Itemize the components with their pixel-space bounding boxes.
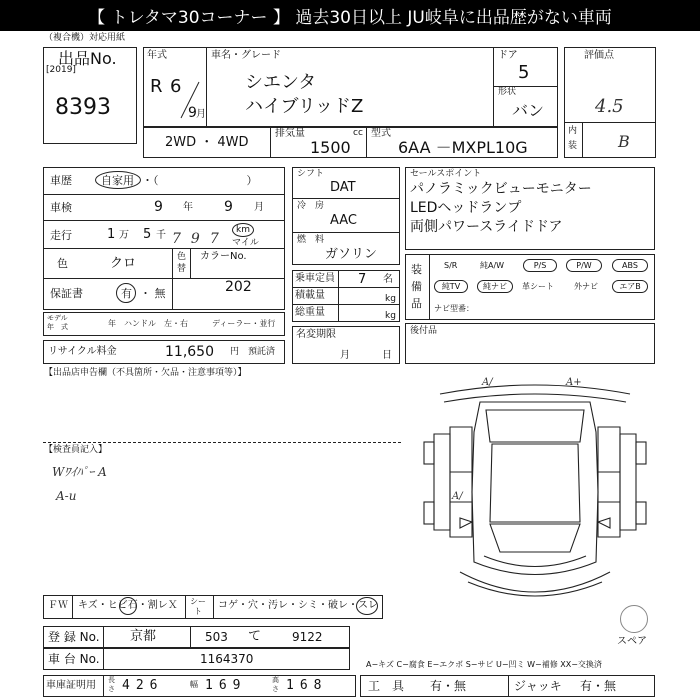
diagram-mark-left-door: A/ — [452, 491, 463, 502]
tools-label: 工 具 — [368, 679, 405, 693]
reg-kana: て — [248, 629, 262, 644]
shift: DAT — [330, 180, 356, 195]
displacement: 1500 — [310, 138, 351, 157]
interior-grade: B — [618, 132, 630, 151]
doors: 5 — [518, 62, 530, 83]
capacity: 7 — [358, 272, 367, 287]
mileage-rest: 5 — [143, 227, 152, 242]
jack-label: ジャッキ — [514, 679, 562, 693]
interior-label-1: 内 — [568, 126, 578, 136]
color-change-1: 色 — [177, 252, 187, 262]
name-change-label: 名変期限 — [296, 329, 336, 340]
shift-label: シフト — [297, 169, 325, 179]
equip-navi: 純ナビ — [477, 280, 513, 293]
equip-abs: ABS — [612, 259, 648, 272]
length: 426 — [122, 678, 164, 693]
model-type: 6AA －MXPL10G — [398, 138, 528, 157]
fuel-label: 燃 料 — [297, 235, 325, 245]
mileage-man: 1 — [107, 227, 116, 242]
cc: cc — [353, 128, 363, 138]
load-label: 積載量 — [295, 290, 325, 301]
seat-label-2: ト — [194, 607, 202, 616]
inspector-note-1: Wﾜｲﾊﾟｰ A — [52, 465, 107, 479]
inspector-label: 【検査員記入】 — [44, 445, 108, 455]
equip-pw: P/W — [566, 259, 602, 272]
recycle-amount: 11,650 — [165, 344, 214, 360]
recycle-label: リサイクル料金 — [48, 346, 117, 357]
insp-year: 9 — [154, 199, 163, 215]
car-name: シエンタ — [245, 72, 317, 93]
gross-kg: kg — [385, 311, 396, 321]
notes-label: 【出品店申告欄（不具箇所・欠品・注意事項等）】 — [44, 368, 247, 378]
equip-label-1: 装 — [411, 263, 422, 276]
damage-legend: A−キズ C−腐食 E−エクボ S−サビ U−凹ミ W−補修 XX−交換済 — [366, 660, 602, 669]
car-diagram — [410, 372, 660, 612]
lot-label: 出品No. — [58, 49, 117, 68]
seat-circle — [356, 597, 378, 615]
year-slash — [175, 80, 203, 120]
interior-label-2: 装 — [568, 141, 578, 151]
insp-month: 9 — [224, 199, 233, 215]
year-label: 年式 — [147, 50, 167, 61]
history-value: 自家用 — [101, 174, 134, 187]
load-kg: kg — [385, 294, 396, 304]
color-no-label: カラーNo. — [200, 251, 247, 262]
cert-label: 車庫証明用 — [46, 680, 96, 691]
equip-airbag: エアB — [612, 280, 648, 293]
diagram-mark-rear-right: A+ — [566, 377, 582, 388]
body-shape: バン — [512, 101, 545, 120]
stamp-year: [2019] — [46, 65, 76, 75]
dim-length-1: 長 — [108, 676, 115, 684]
equip-ext-navi: 外ナビ — [574, 282, 598, 291]
height: 168 — [286, 678, 328, 693]
sales-point-1: パノラミックビューモニター — [410, 181, 592, 197]
dim-length-2: さ — [108, 685, 115, 693]
sales-point-2: LEDヘッドランプ — [410, 200, 522, 216]
score-label: 評価点 — [584, 50, 614, 61]
equip-label-3: 品 — [411, 297, 422, 310]
sales-point-3: 両側パワースライドドア — [410, 219, 563, 235]
km: km — [236, 225, 250, 235]
score: 4.5 — [595, 96, 624, 117]
sales-label: セールスポイント — [410, 169, 482, 179]
ac: AAC — [330, 213, 357, 228]
model-year-1: モデル — [47, 314, 68, 322]
warranty-label: 保証書 — [50, 287, 83, 300]
type-label: 型式 — [371, 128, 391, 139]
year: 6 — [170, 76, 182, 97]
door-label: ドア — [498, 50, 518, 61]
equip-label-2: 備 — [411, 280, 422, 293]
capacity-label: 乗車定員 — [295, 273, 335, 284]
gross-label: 総重量 — [295, 307, 325, 318]
color-change-2: 替 — [177, 264, 187, 274]
year-unit: 年 — [183, 202, 193, 213]
chassis: 1164370 — [200, 652, 254, 666]
dim-height-1: 高 — [272, 676, 279, 684]
grade: ハイブリッドZ — [245, 96, 364, 117]
fuel: ガソリン — [325, 247, 378, 262]
era: R — [150, 76, 163, 97]
recycle-unit: 円 預託済 — [230, 347, 276, 357]
aftermarket-label: 後付品 — [410, 326, 438, 336]
equip-sr: S/R — [444, 261, 458, 270]
aftermarket-box — [405, 323, 655, 364]
color-label: 色 — [57, 257, 68, 270]
shape-label: 形状 — [498, 87, 517, 97]
navi-label: ナビ型番： — [434, 304, 474, 313]
name-change-day: 日 — [382, 350, 392, 361]
seat-label-1: シー — [190, 597, 206, 606]
ac-label: 冷 房 — [297, 201, 325, 211]
diagram-mark-rear-left: A/ — [482, 377, 493, 388]
reg-number: 9122 — [292, 630, 323, 644]
warranty-no: ・ 無 — [140, 287, 166, 300]
month: 9 — [188, 105, 197, 121]
spare-label: スペア — [617, 636, 647, 647]
equip-leather: 革シート — [522, 282, 554, 291]
multi-label: （複合機）対応用紙 — [44, 33, 126, 43]
capacity-unit: 名 — [383, 274, 393, 285]
chassis-label: 車 台 No. — [48, 652, 100, 666]
history-label: 車歴 — [50, 174, 72, 187]
dim-width: 幅 — [190, 680, 198, 689]
name-change-month: 月 — [340, 350, 350, 361]
equip-ps: P/S — [523, 259, 557, 272]
color-no: 202 — [225, 279, 252, 295]
model-year-unit: 年 — [108, 319, 116, 328]
seat-text: コゲ・穴・汚レ・シミ・破レ・スレ — [218, 600, 378, 611]
displacement-label: 排気量 — [275, 128, 305, 139]
reg-label: 登 録 No. — [48, 630, 100, 644]
model-year-2: 年 式 — [47, 323, 68, 331]
fw-label: ＦＷ — [48, 600, 68, 611]
tools-value: 有・無 — [430, 679, 467, 693]
drive: 2WD ・ 4WD — [165, 135, 249, 150]
color: クロ — [110, 256, 137, 271]
month-unit: 月 — [196, 109, 206, 120]
handle: ハンドル 左・右 — [124, 319, 188, 328]
mile: マイル — [232, 238, 259, 248]
width: 169 — [205, 678, 247, 693]
man-unit: 万 — [119, 230, 129, 241]
dim-height-2: さ — [272, 685, 279, 693]
mileage-digits: 797 — [172, 231, 229, 247]
warranty-yes: 有 — [121, 287, 132, 300]
mileage-label: 走行 — [50, 229, 72, 242]
spare-tire-icon — [620, 605, 648, 633]
banner: 【 トレタマ30コーナー 】 過去30日以上 JU岐阜に出品歴がない車両 — [0, 0, 700, 31]
inspection-label: 車検 — [50, 201, 72, 214]
fw-circle — [119, 597, 137, 615]
inspector-note-2: A-u — [56, 489, 77, 503]
equip-tv: 純TV — [434, 280, 468, 293]
sen-unit: 千 — [156, 230, 166, 241]
reg-class: 503 — [205, 630, 228, 644]
month-unit: 月 — [254, 202, 264, 213]
reg-area: 京都 — [130, 629, 157, 644]
equip-aw: 純A/W — [480, 261, 505, 270]
history-rest: ・（ ） — [142, 174, 258, 187]
model-label: 車名・グレード — [211, 50, 281, 61]
fw-text: キズ・ヒビ石・割レＸ — [78, 600, 178, 611]
dealer: ディーラー・並行 — [212, 319, 276, 328]
jack-value: 有・無 — [580, 679, 617, 693]
lot-number: 8393 — [55, 95, 111, 120]
